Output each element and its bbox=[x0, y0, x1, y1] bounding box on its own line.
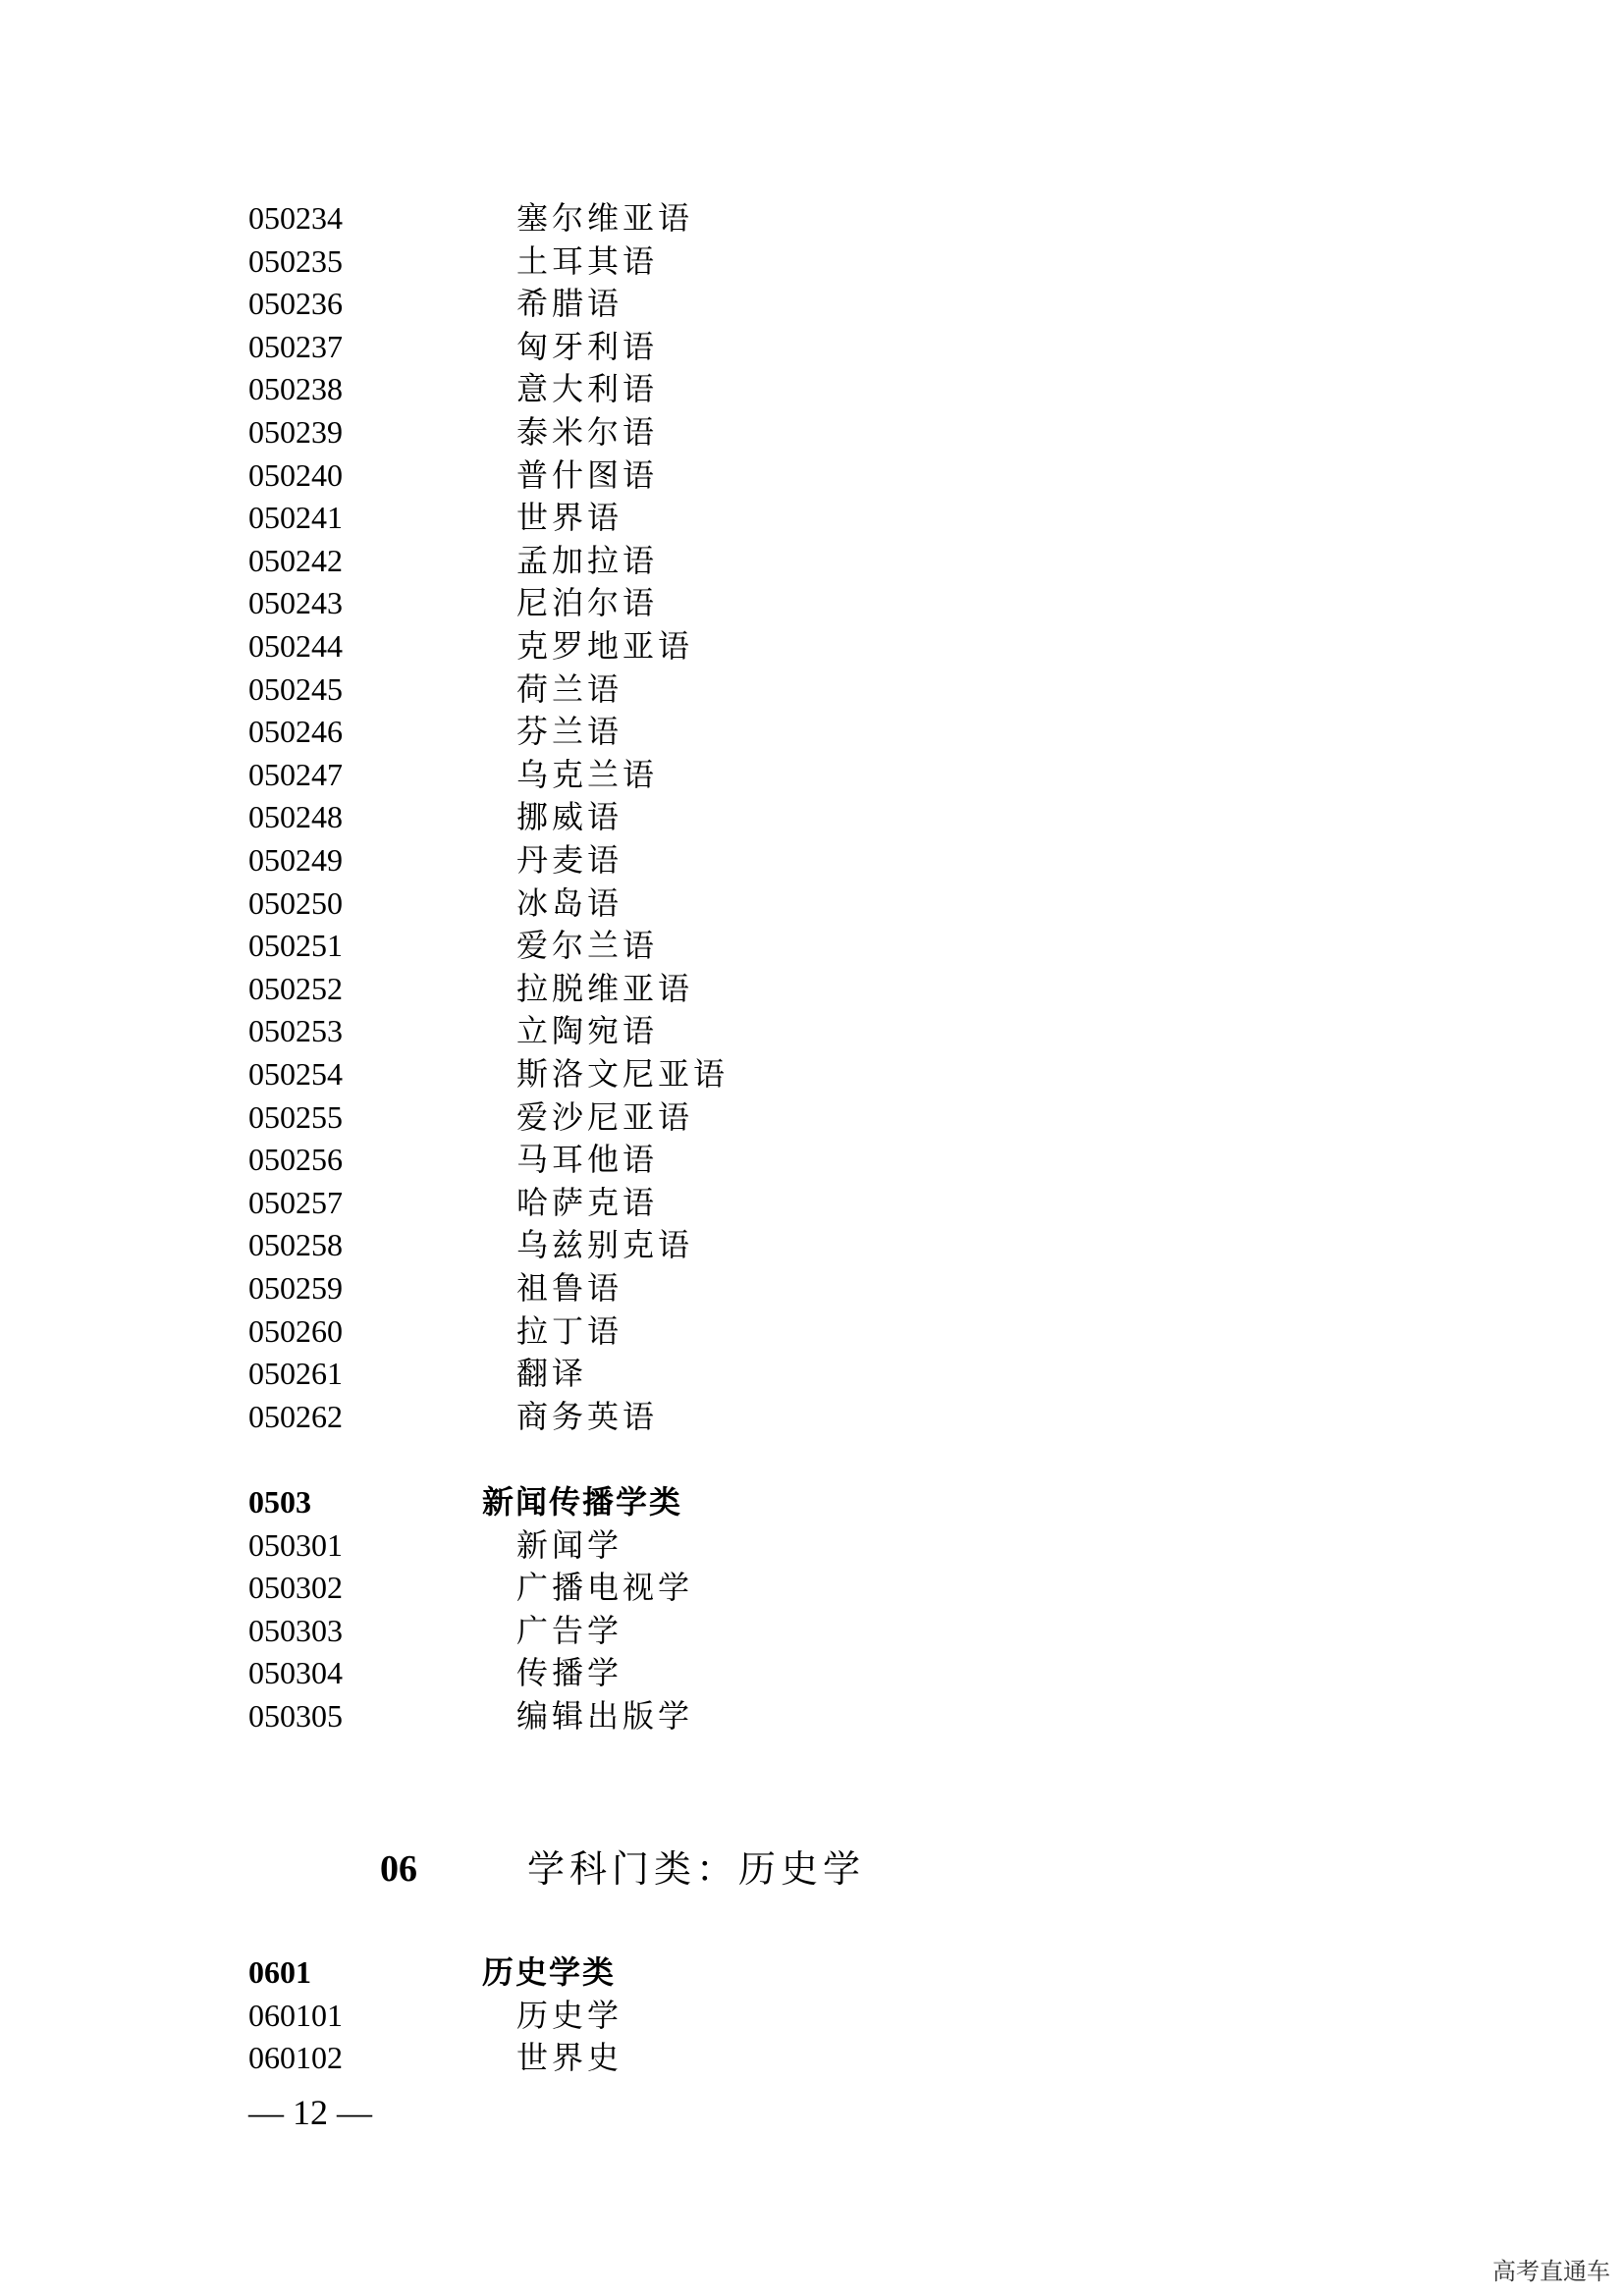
major-code: 050252 bbox=[248, 971, 343, 1006]
major-code: 050260 bbox=[248, 1313, 343, 1349]
discipline-label: 学科门类：历史学 bbox=[527, 1847, 866, 1891]
major-code: 050236 bbox=[248, 286, 343, 321]
major-name: 商务英语 bbox=[516, 1398, 659, 1435]
category-name: 历史学类 bbox=[482, 1953, 617, 1991]
major-code: 050305 bbox=[248, 1698, 343, 1734]
major-name: 广播电视学 bbox=[516, 1569, 694, 1606]
major-code: 050262 bbox=[248, 1399, 343, 1434]
major-name: 克罗地亚语 bbox=[516, 627, 694, 665]
major-name: 塞尔维亚语 bbox=[516, 199, 694, 237]
major-name: 匈牙利语 bbox=[516, 328, 659, 365]
discipline-code: 06 bbox=[380, 1848, 417, 1890]
major-code: 050256 bbox=[248, 1142, 343, 1177]
major-name: 历史学 bbox=[516, 1997, 623, 2034]
major-name: 挪威语 bbox=[516, 798, 623, 835]
major-name: 意大利语 bbox=[516, 370, 659, 407]
major-code: 050248 bbox=[248, 799, 343, 834]
category-code: 0503 bbox=[248, 1484, 311, 1520]
major-code: 050258 bbox=[248, 1227, 343, 1262]
major-code: 050242 bbox=[248, 543, 343, 578]
major-name: 祖鲁语 bbox=[516, 1269, 623, 1307]
footer-watermark: 高考直通车 bbox=[1492, 2258, 1610, 2285]
major-code: 060102 bbox=[248, 2040, 343, 2075]
major-name: 传播学 bbox=[516, 1654, 623, 1691]
major-code: 050249 bbox=[248, 842, 343, 878]
page-number: — 12 — bbox=[248, 2093, 372, 2132]
major-name: 立陶宛语 bbox=[516, 1012, 659, 1049]
major-name: 希腊语 bbox=[516, 285, 623, 322]
major-code: 050244 bbox=[248, 628, 343, 664]
major-name: 马耳他语 bbox=[516, 1141, 659, 1178]
major-code: 050234 bbox=[248, 200, 343, 236]
major-name: 泰米尔语 bbox=[516, 413, 659, 451]
major-name: 冰岛语 bbox=[516, 884, 623, 922]
major-name: 爱尔兰语 bbox=[516, 927, 659, 964]
major-name: 哈萨克语 bbox=[516, 1184, 659, 1221]
major-name: 荷兰语 bbox=[516, 670, 623, 708]
category-name: 新闻传播学类 bbox=[482, 1483, 683, 1521]
major-name: 世界语 bbox=[516, 499, 623, 536]
category-code: 0601 bbox=[248, 1954, 311, 1990]
major-name: 新闻学 bbox=[516, 1526, 623, 1564]
major-name: 孟加拉语 bbox=[516, 542, 659, 579]
major-code: 050254 bbox=[248, 1056, 343, 1092]
major-code: 050301 bbox=[248, 1527, 343, 1563]
major-code: 050238 bbox=[248, 371, 343, 406]
major-name: 翻译 bbox=[516, 1355, 588, 1392]
major-name: 普什图语 bbox=[516, 456, 659, 494]
major-code: 050259 bbox=[248, 1270, 343, 1306]
major-code: 050247 bbox=[248, 757, 343, 792]
major-name: 乌兹别克语 bbox=[516, 1226, 694, 1263]
major-name: 世界史 bbox=[516, 2039, 623, 2076]
major-name: 广告学 bbox=[516, 1612, 623, 1649]
major-name: 丹麦语 bbox=[516, 841, 623, 879]
major-name: 拉脱维亚语 bbox=[516, 970, 694, 1007]
major-name: 编辑出版学 bbox=[516, 1697, 694, 1735]
major-code: 050241 bbox=[248, 500, 343, 535]
major-code: 050302 bbox=[248, 1570, 343, 1605]
major-name: 拉丁语 bbox=[516, 1312, 623, 1350]
major-code: 050235 bbox=[248, 243, 343, 279]
major-code: 050304 bbox=[248, 1655, 343, 1690]
major-name: 爱沙尼亚语 bbox=[516, 1098, 694, 1136]
major-code: 050255 bbox=[248, 1099, 343, 1135]
major-code: 050303 bbox=[248, 1613, 343, 1648]
major-name: 尼泊尔语 bbox=[516, 584, 659, 621]
major-name: 斯洛文尼亚语 bbox=[516, 1055, 730, 1093]
major-name: 乌克兰语 bbox=[516, 756, 659, 793]
major-code: 050246 bbox=[248, 714, 343, 749]
major-code: 050240 bbox=[248, 457, 343, 493]
major-name: 土耳其语 bbox=[516, 242, 659, 280]
major-code: 050245 bbox=[248, 671, 343, 707]
major-name: 芬兰语 bbox=[516, 713, 623, 750]
major-code: 050243 bbox=[248, 585, 343, 620]
major-code: 050239 bbox=[248, 414, 343, 450]
major-code: 050237 bbox=[248, 329, 343, 364]
major-code: 050251 bbox=[248, 928, 343, 963]
major-code: 050257 bbox=[248, 1185, 343, 1220]
major-code: 050250 bbox=[248, 885, 343, 921]
major-code: 050253 bbox=[248, 1013, 343, 1048]
major-code: 050261 bbox=[248, 1356, 343, 1391]
major-code: 060101 bbox=[248, 1998, 343, 2033]
